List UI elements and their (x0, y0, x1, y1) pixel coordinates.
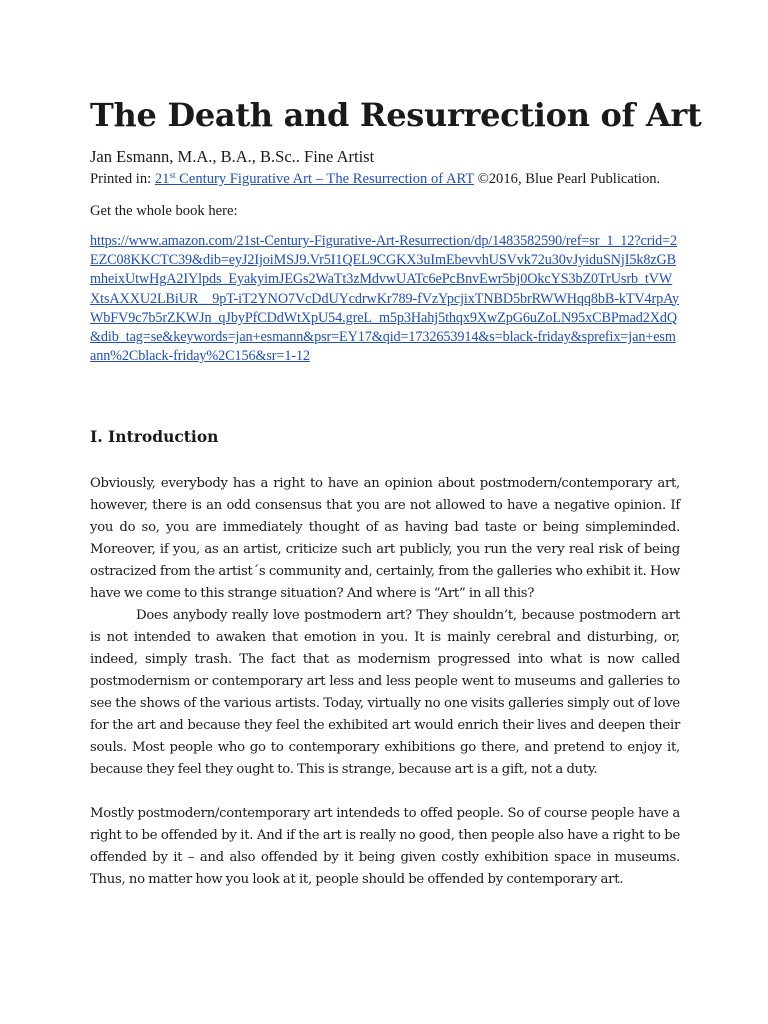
publication-prefix: Printed in: (90, 171, 155, 187)
body-paragraph-2: Does anybody really love postmodern art? They shouldn’t, because postmodern art is not intended to awaken that emotion in you. It is mainly cerebral and disturbing, or, indeed, simply trash. The fact that as modernism progressed into what is now called postmodernism or contemporary art less and less people went to museums and galleries to see the shows of the various artists. Today, virtually no one visits galleries simply out of love for the art and because they feel the exhibited art would enrich their lives and deepen their souls. Most people who go to contemporary exhibitions go there, and pretend to enjoy it, because they feel they ought to. This is strange, because art is a gift, not a duty. (90, 608, 680, 778)
book-title-ordinal: st (169, 170, 176, 180)
book-title-number: 21 (154, 171, 170, 187)
book-title-link[interactable] (155, 171, 474, 187)
section-heading-introduction: I. Introduction (90, 427, 219, 447)
book-url-paragraph (90, 232, 680, 366)
document-title: The Death and Resurrection of Art (90, 96, 702, 134)
body-paragraph-3: Mostly postmodern/contemporary art intendeds to offed people. So of course people have a right to be offended by it. And if the art is really no good, then people also have a right to be offended by it – and also offended by it being given costly exhibition space in museums. Thus, no matter how you look at it, people should be offended by contemporary art. (90, 806, 680, 888)
book-title-text: Century Figurative Art – The Resurrection of ART (175, 171, 475, 187)
document-page (90, 92, 702, 891)
publication-suffix: ©2016, Blue Pearl Publication. (474, 171, 661, 187)
body-paragraph-1: Obviously, everybody has a right to have an opinion about postmodern/contemporary art, however, there is an odd consensus that you are not allowed to have a negative opinion. If you do so, you are immediately thought of as having bad taste or being simpleminded. Moreover, if you, as an artist, criticize such art publicly, you run the very real risk of being ostracized from the artist´s community and, certainly, from the galleries who exhibit it. How have we come to this strange situation? And where is “Art” in all this? (90, 476, 680, 602)
author-line: Jan Esmann, M.A., B.A., B.Sc.. Fine Artist (90, 147, 375, 166)
get-book-label: Get the whole book here: (90, 203, 238, 219)
amazon-book-link[interactable]: https://www.amazon.com/21st-Century-Figurative-Art-Resurrection/dp/1483582590/ref=sr_1_12?crid=2EZC08KKCTC39&dib=eyJ2IjoiMSJ9.Vr5I1QEL9CGKX3uImEbevvhUSVvk72u30vJyiduSNjI5k8zGBmheixUtwHgA2IYlpds_EyakyimJEGs2WaTt3zMdvwUATc6ePcBnvEwr5bj0OkcYS3bZ0TrUsrb_tVWXtsAXXU2LBiUR__9pT-iT2YNO7VcDdUYcdrwKr789-fVzYpcjixTNBD5brRWWHqq8bB-kTV4rpAyWbFV9c7b5rZKWJn_qJbyPfCDdWtXpU54.greL_m5p3Hahj5thqx9XwZpG6uZoLN95xCBPmad2XdQ&dib_tag=se&keywords=jan+esmann&psr=EY17&qid=1732653914&s=black-friday&sprefix=jan+esmann%2Cblack-friday%2C156&sr=1-12 (90, 233, 680, 365)
publication-info (90, 170, 680, 189)
